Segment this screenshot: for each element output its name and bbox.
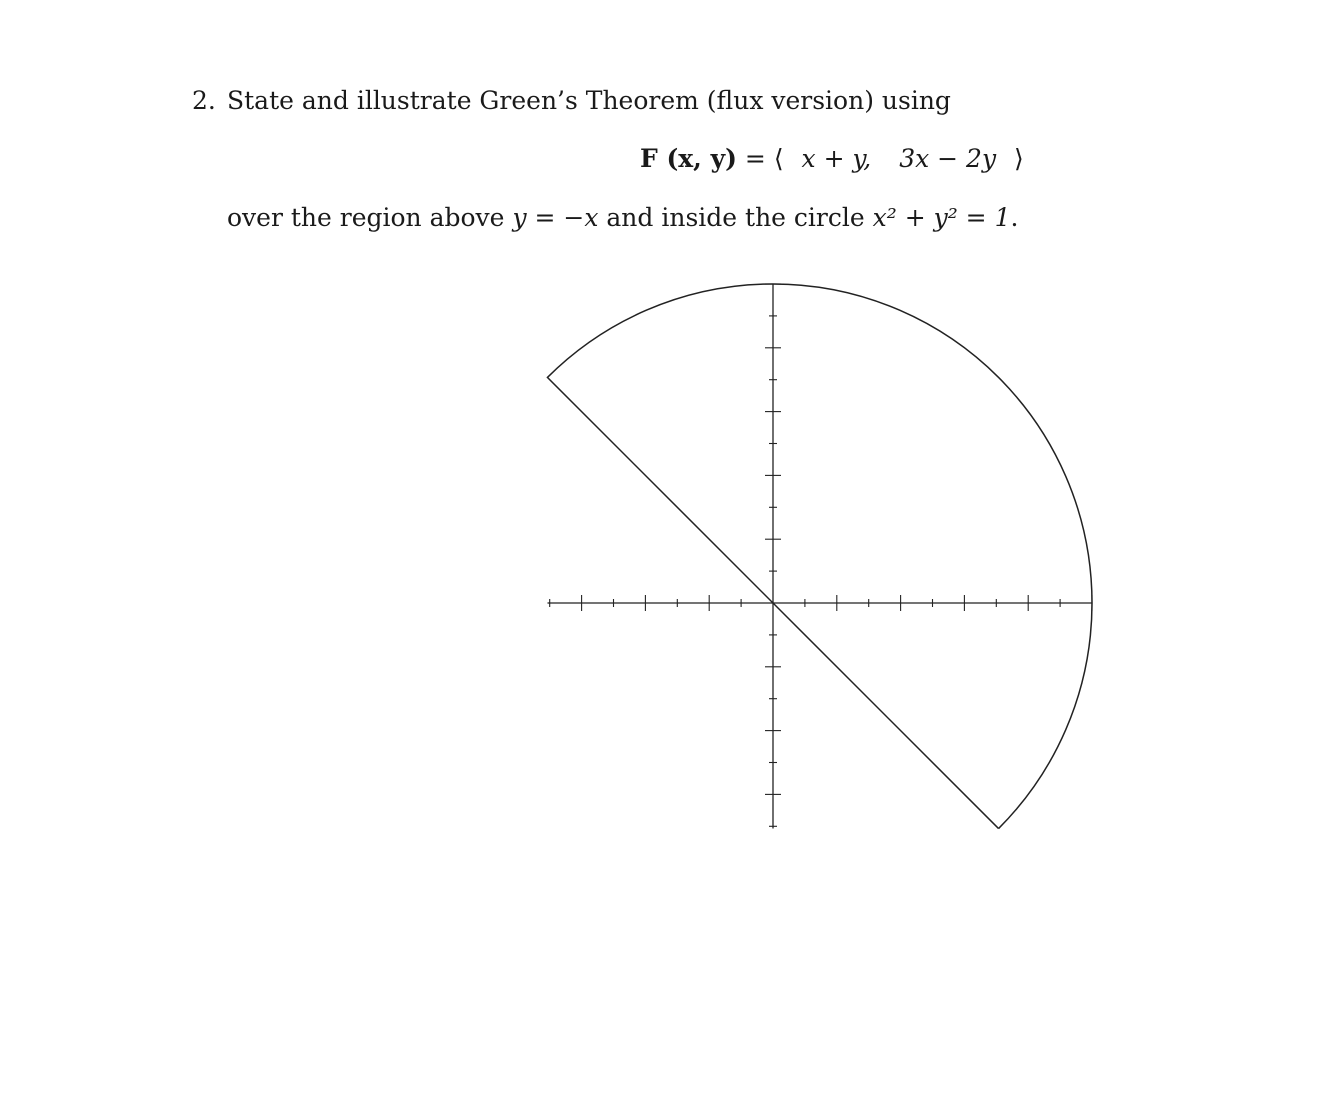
equation-component-2: 3x − 2y	[899, 144, 997, 173]
equation-open-bracket: ⟨	[773, 144, 784, 173]
equation-lhs: F (x, y)	[640, 144, 737, 173]
region-middle: and inside the circle	[606, 203, 865, 232]
problem-prompt: State and illustrate Green’s Theorem (flux version) using	[227, 86, 951, 115]
equation-close-bracket: ⟩	[1014, 144, 1024, 173]
coordinate-axes	[547, 284, 1092, 829]
region-line-equation: y = −x	[512, 203, 599, 232]
equation-component-1: x + y,	[801, 144, 872, 173]
region-suffix: .	[1010, 203, 1019, 232]
region-boundary	[547, 284, 1092, 829]
region-prefix: over the region above	[227, 203, 505, 232]
region-circle-equation: x² + y² = 1	[872, 203, 1011, 232]
problem-number: 2.	[192, 86, 216, 115]
equation-equals: =	[744, 144, 766, 173]
